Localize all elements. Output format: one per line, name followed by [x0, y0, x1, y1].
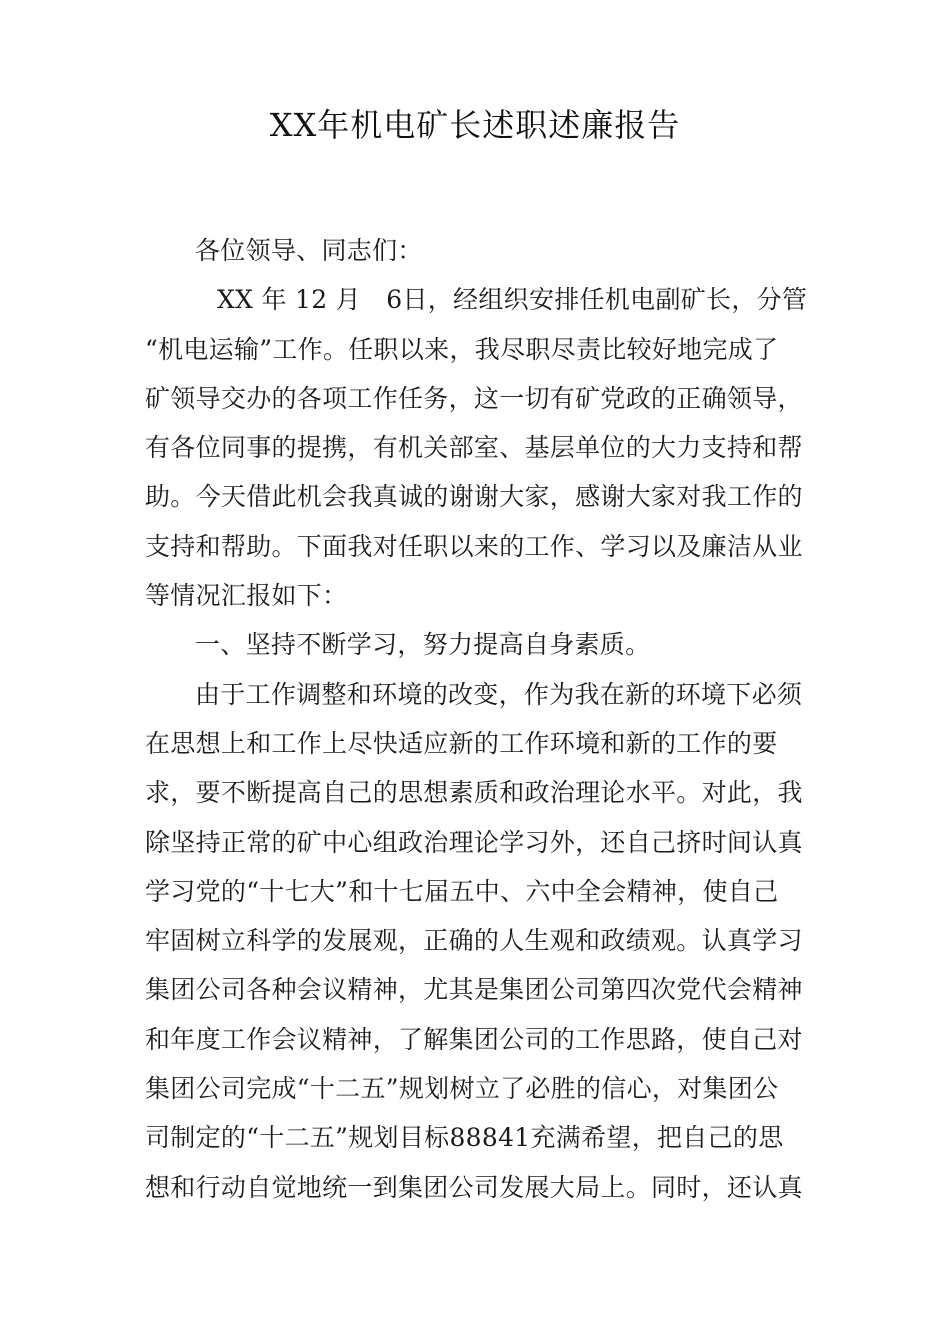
paragraph-line: 有各位同事的提携，有机关部室、基层单位的大力支持和帮	[145, 433, 803, 463]
paragraph-line: 除坚持正常的矿中心组政治理论学习外，还自己挤时间认真	[145, 827, 803, 857]
section-heading: 一、坚持不断学习，努力提高自身素质。	[195, 630, 651, 660]
paragraph-line: 支持和帮助。下面我对任职以来的工作、学习以及廉洁从业	[145, 531, 803, 561]
paragraph-line: 在思想上和工作上尽快适应新的工作环境和新的工作的要	[145, 728, 778, 758]
document-body	[145, 226, 845, 1212]
salutation-line: 各位领导、同志们：	[195, 236, 423, 265]
paragraph-line: XX 年 12 月 6日，经组织安排任机电副矿长，分管	[217, 285, 808, 315]
paragraph-line: 学习党的“十七大”和十七届五中、六中全会精神，使自己	[145, 876, 779, 906]
paragraph-line: 集团公司各种会议精神，尤其是集团公司第四次党代会精神	[145, 975, 803, 1005]
paragraph-line: 助。今天借此机会我真诚的谢谢大家，感谢大家对我工作的	[145, 482, 803, 512]
paragraph-line: 和年度工作会议精神，了解集团公司的工作思路，使自己对	[145, 1024, 803, 1054]
paragraph-line: 集团公司完成“十二五”规划树立了必胜的信心，对集团公	[145, 1074, 779, 1104]
paragraph-line: 由于工作调整和环境的改变，作为我在新的环境下必须	[195, 679, 803, 709]
paragraph-line: 想和行动自觉地统一到集团公司发展大局上。同时，还认真	[145, 1172, 803, 1202]
paragraph-line: “机电运输”工作。任职以来，我尽职尽责比较好地完成了	[145, 334, 779, 364]
paragraph-line: 矿领导交办的各项工作任务，这一切有矿党政的正确领导，	[145, 383, 803, 413]
paragraph-line: 牢固树立科学的发展观，正确的人生观和政绩观。认真学习	[145, 926, 803, 956]
paragraph-line: 求，要不断提高自己的思想素质和政治理论水平。对此，我	[145, 778, 803, 808]
paragraph-line: 等情况汇报如下：	[145, 581, 348, 611]
document-title: XX年机电矿长述职述廉报告	[269, 106, 681, 144]
paragraph-line: 司制定的“十二五”规划目标88841充满希望，把自己的思	[145, 1123, 784, 1153]
